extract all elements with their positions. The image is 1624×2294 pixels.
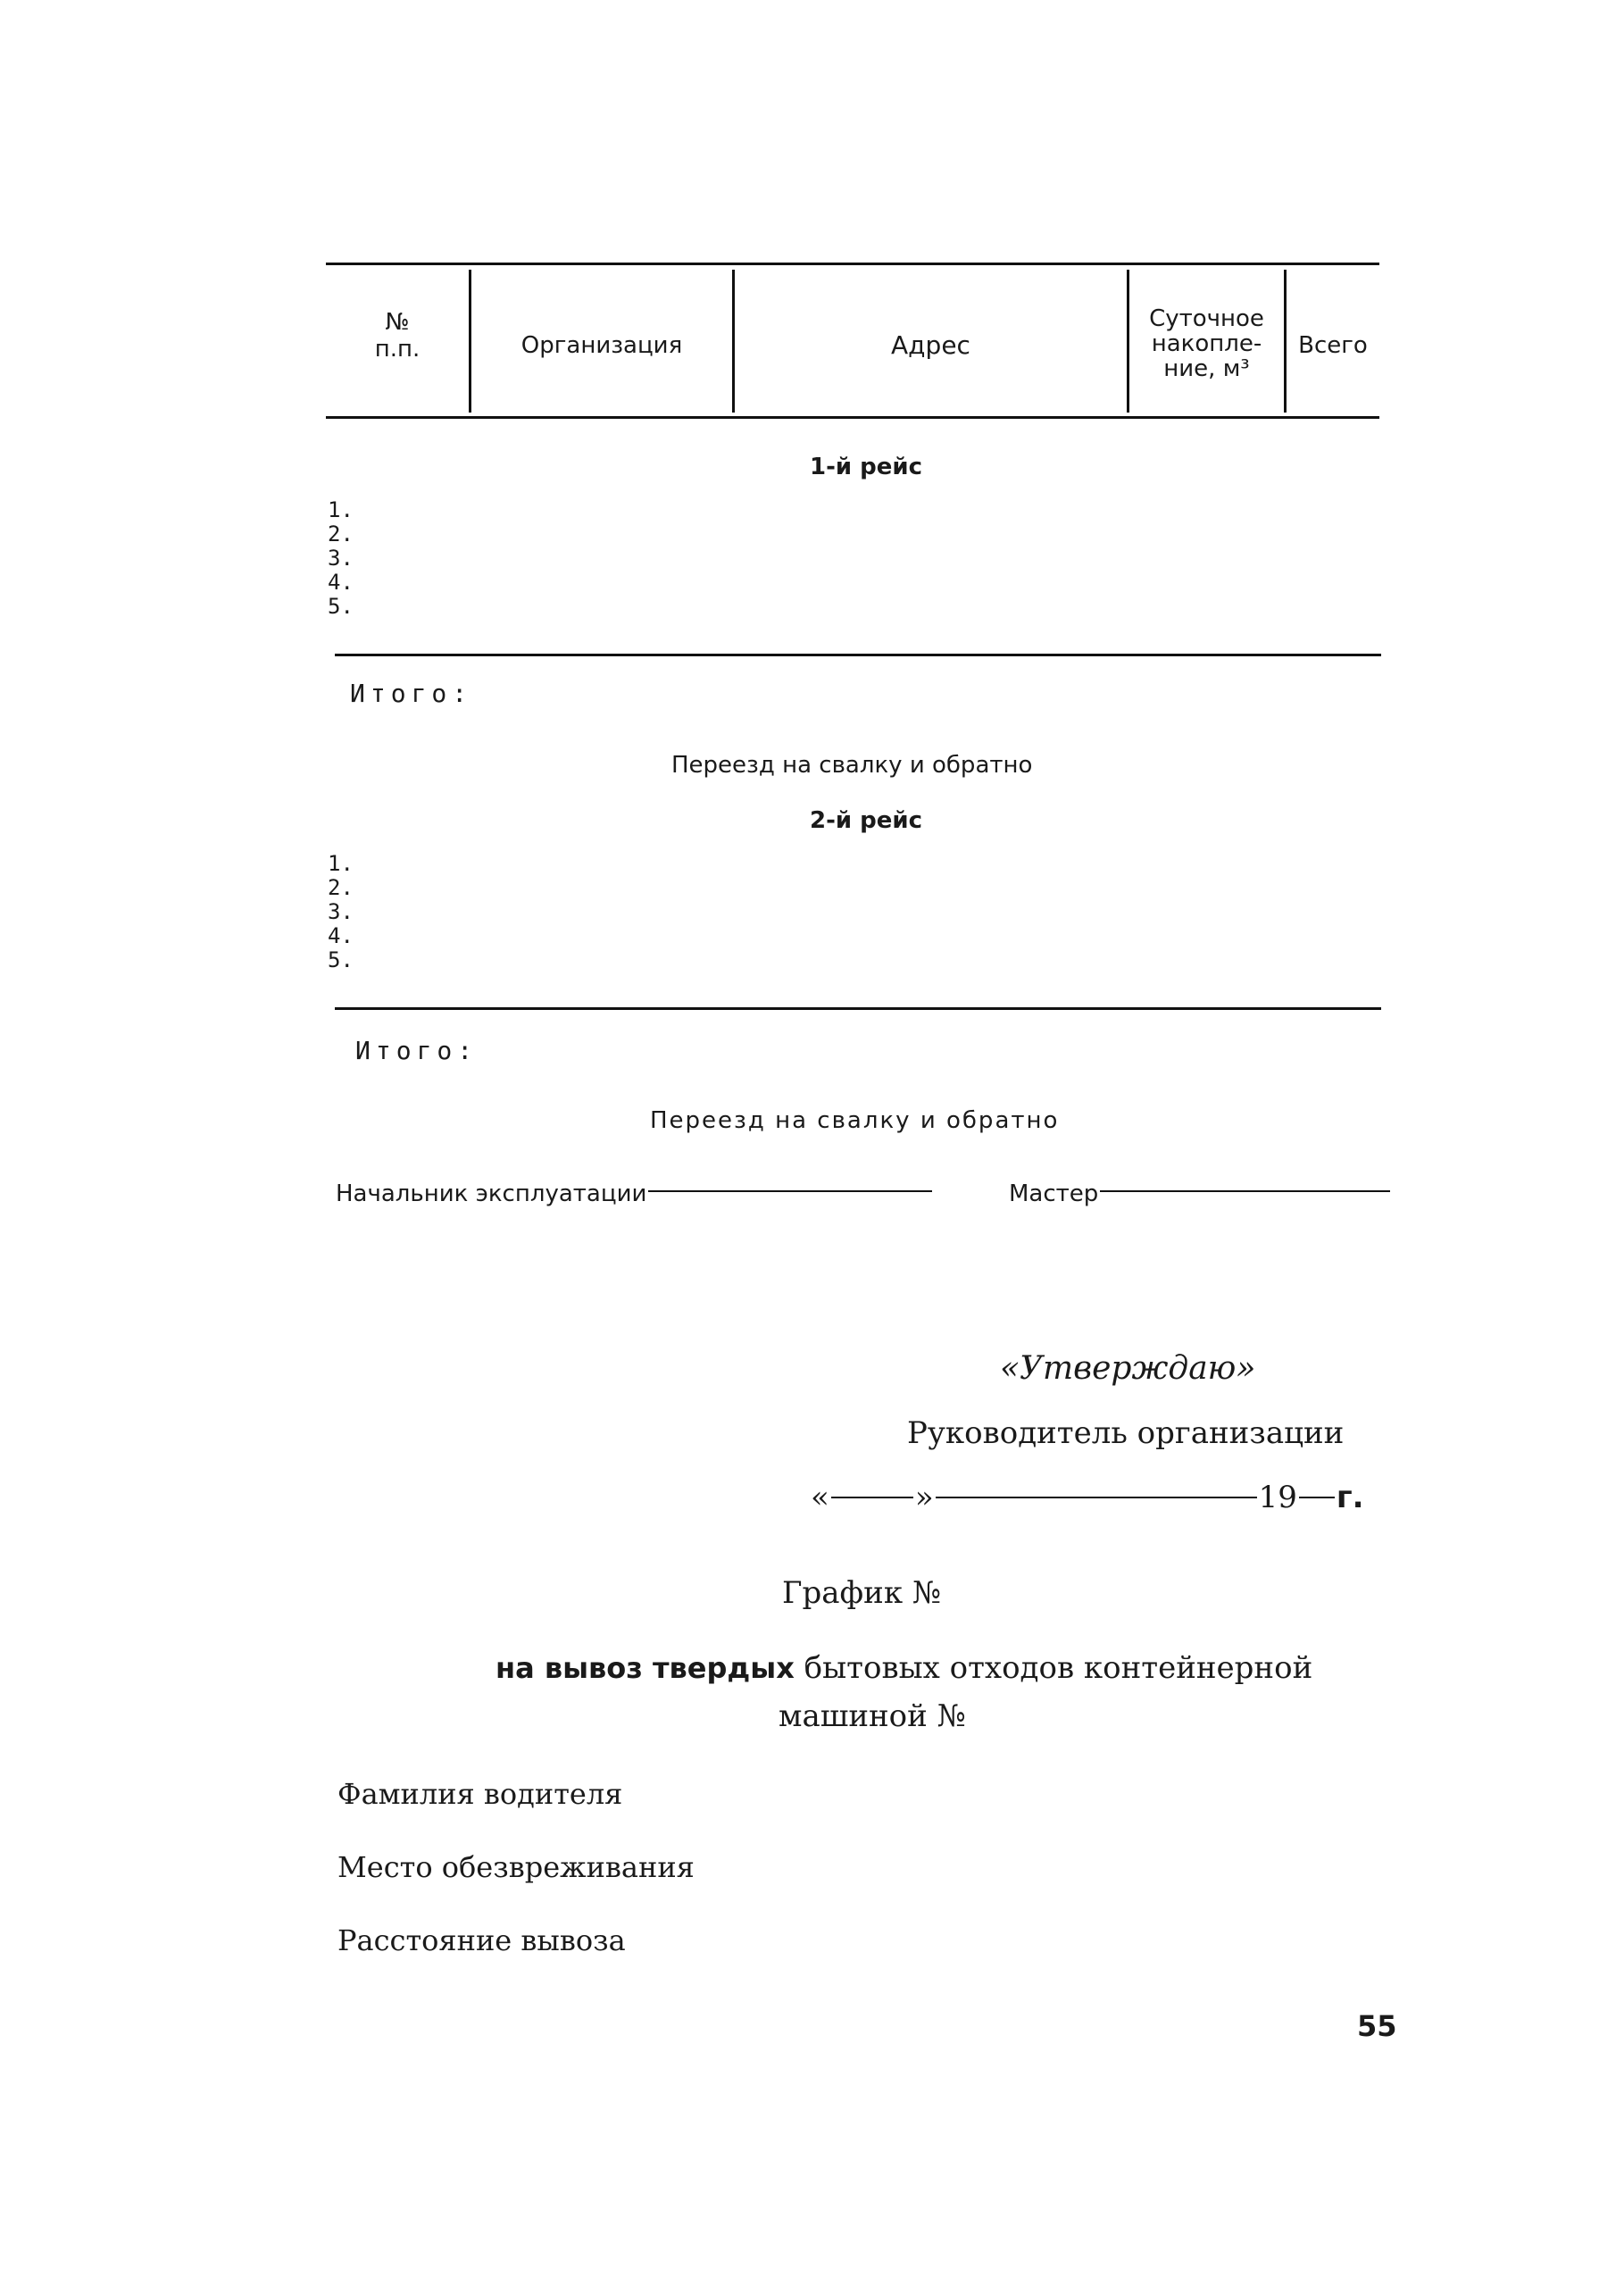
- date-open-quote: «: [811, 1480, 829, 1515]
- header-daily-line2: накопле-: [1151, 330, 1262, 357]
- page-number: 55: [1357, 2009, 1397, 2043]
- list-item: 5.: [328, 947, 354, 972]
- trip-2-bottom-rule: [335, 1007, 1381, 1010]
- list-item: 2.: [328, 875, 354, 900]
- trip-1-transfer: Переезд на свалку и обратно: [671, 752, 1033, 779]
- signature-chief-label: Начальник эксплуатации: [336, 1180, 647, 1207]
- trip-2-list: [328, 852, 354, 972]
- signature-master: [1009, 1180, 1392, 1207]
- date-day-line: [831, 1497, 913, 1498]
- approval-date: [811, 1480, 1364, 1515]
- approve-stamp: «Утверждаю»: [1000, 1350, 1256, 1387]
- date-year-prefix: 19: [1258, 1480, 1297, 1515]
- approval-head: Руководитель организации: [907, 1415, 1345, 1451]
- header-daily-line1: Суточное: [1149, 305, 1264, 332]
- header-daily: [1129, 306, 1284, 381]
- date-close-quote: »: [914, 1480, 934, 1515]
- header-total: Всего: [1298, 332, 1368, 359]
- header-num-sign: №: [385, 309, 410, 336]
- list-item: 2.: [328, 521, 354, 546]
- list-item: 4.: [328, 923, 354, 948]
- signature-chief-line: [648, 1190, 932, 1192]
- list-item: 4.: [328, 570, 354, 595]
- schedule-subtitle-line2: машиной №: [779, 1698, 966, 1734]
- date-year-suffix: г.: [1336, 1480, 1364, 1515]
- date-month-line: [936, 1497, 1257, 1498]
- trip-2-title: 2-й рейс: [809, 807, 923, 834]
- list-item: 1.: [328, 497, 354, 522]
- schedule-title: График №: [782, 1575, 942, 1611]
- list-item: 3.: [328, 546, 354, 571]
- trip-1-bottom-rule: [335, 654, 1381, 656]
- trip-1-total-label: Итого:: [350, 679, 473, 708]
- trip-2-transfer: Переезд на свалку и обратно: [650, 1107, 1060, 1134]
- signature-chief: [336, 1180, 934, 1207]
- list-item: 3.: [328, 899, 354, 924]
- trip-1-list: [328, 498, 354, 619]
- header-num: [326, 309, 469, 363]
- table-header-bottom-rule: [326, 416, 1379, 419]
- field-place: Место обезвреживания: [337, 1850, 695, 1884]
- trip-1-title: 1-й рейс: [809, 454, 923, 480]
- header-num-abbr: п.п.: [374, 336, 421, 363]
- date-year-line: [1299, 1497, 1335, 1498]
- table-top-rule: [326, 263, 1379, 265]
- field-driver: Фамилия водителя: [337, 1777, 623, 1811]
- schedule-subtitle-bold: на вывоз твердых: [496, 1651, 795, 1685]
- header-daily-line3: ние, м³: [1163, 355, 1250, 382]
- trip-2-total-label: Итого:: [355, 1036, 479, 1065]
- signature-master-label: Мастер: [1009, 1180, 1099, 1207]
- field-distance: Расстояние вывоза: [337, 1923, 626, 1957]
- header-address: Адрес: [891, 330, 970, 360]
- schedule-subtitle: [496, 1650, 1312, 1686]
- list-item: 1.: [328, 851, 354, 876]
- signature-master-line: [1100, 1190, 1390, 1192]
- schedule-subtitle-rest: бытовых отходов контейнерной: [804, 1650, 1313, 1686]
- header-organization: Организация: [521, 332, 683, 359]
- list-item: 5.: [328, 594, 354, 619]
